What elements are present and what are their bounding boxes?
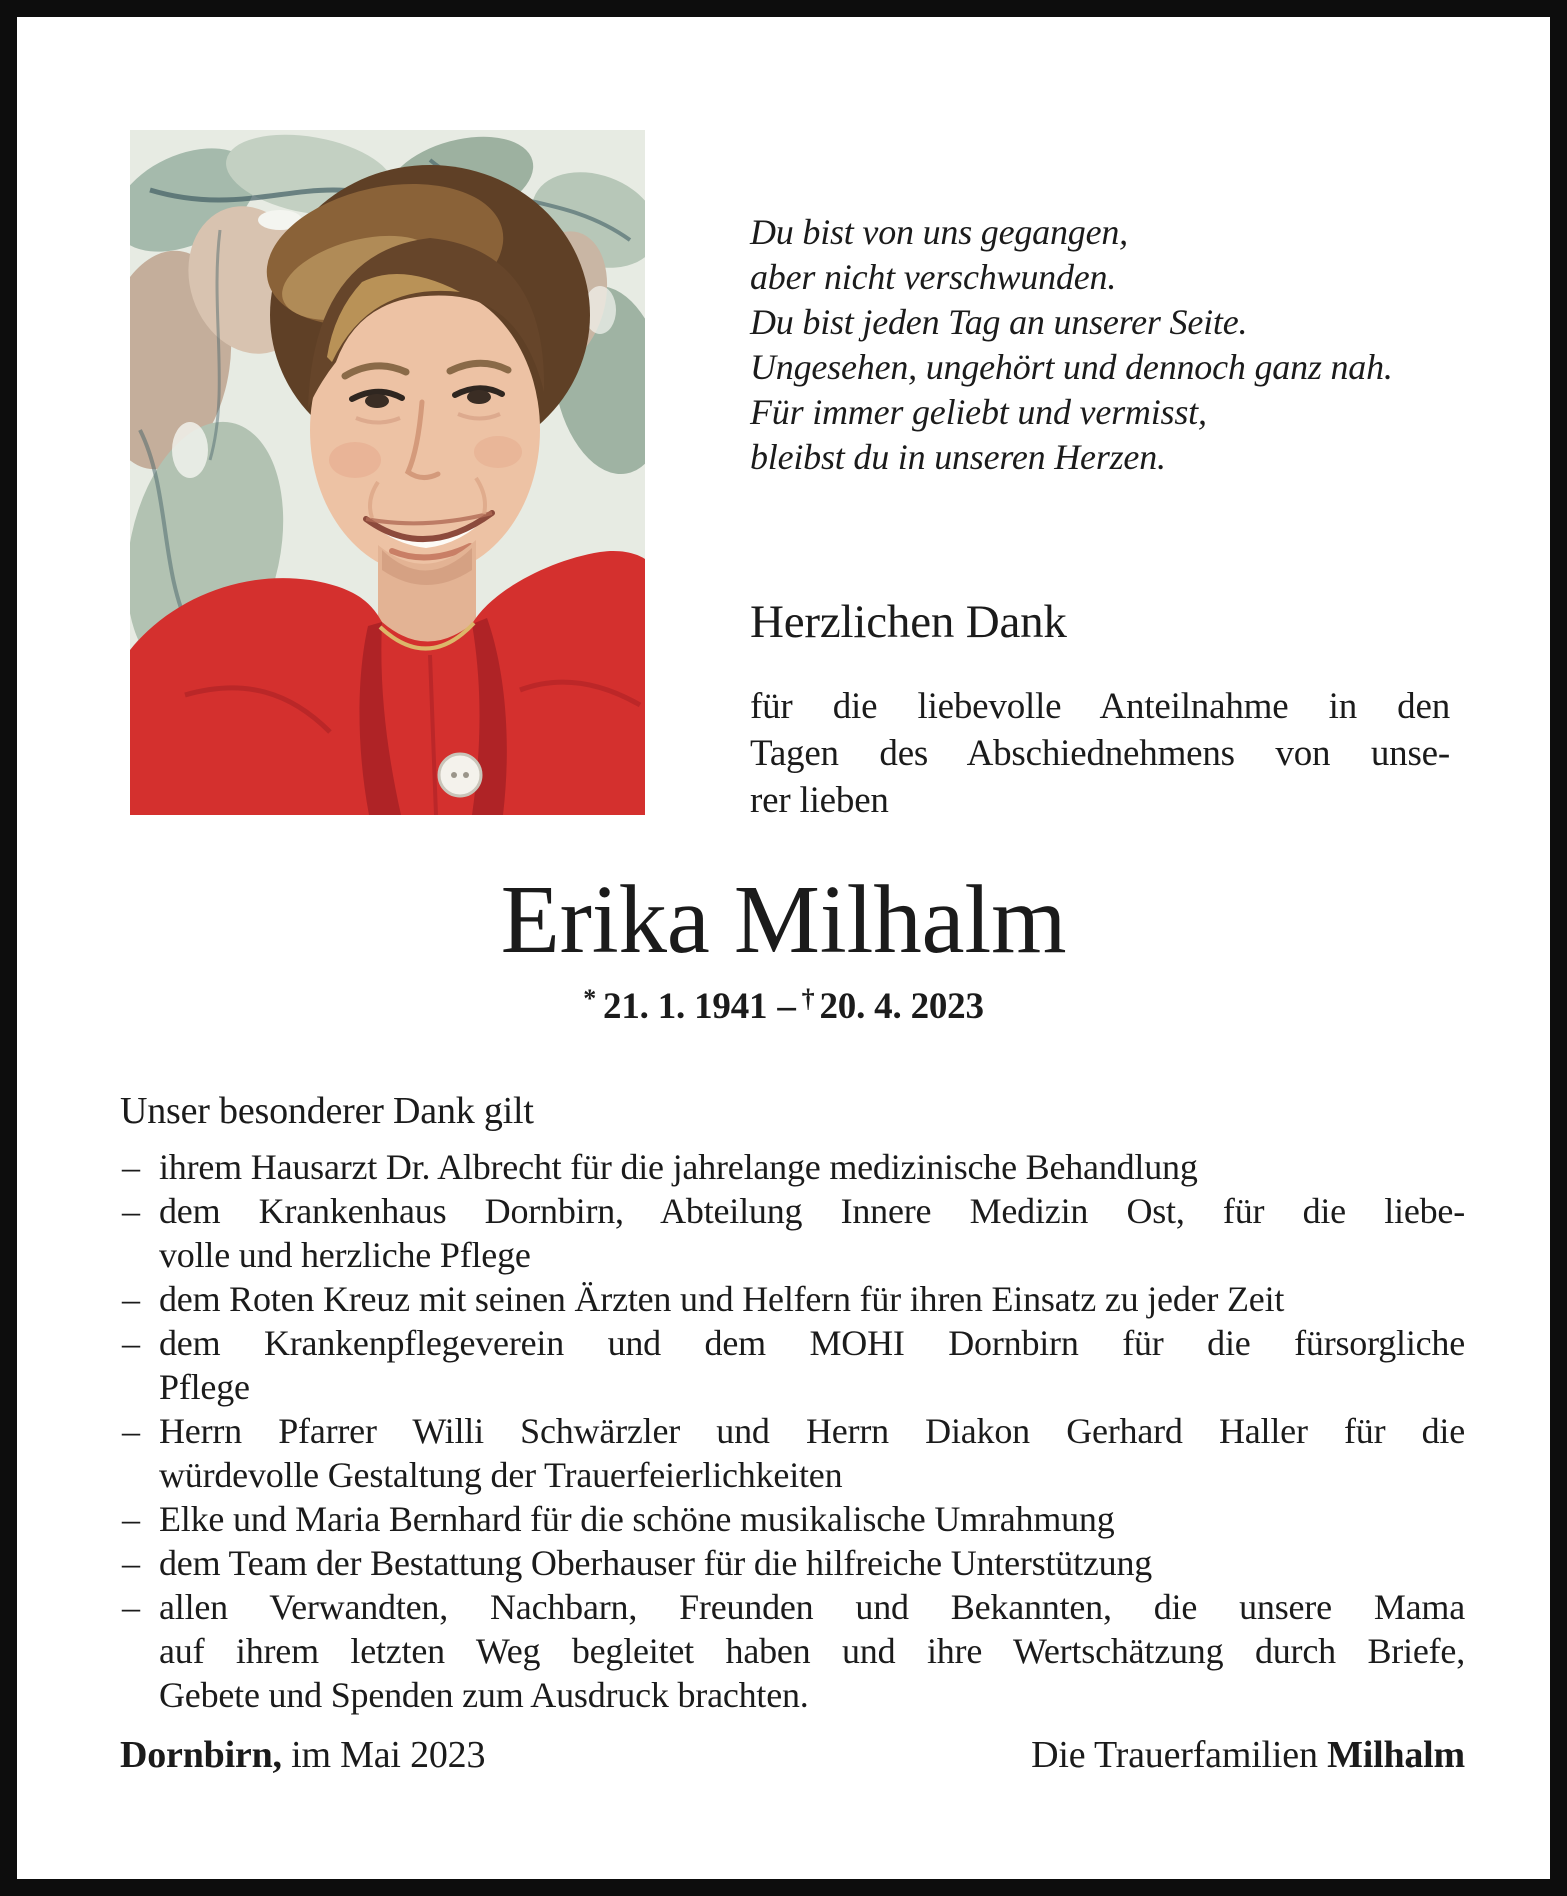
list-item-line: Gebete und Spenden zum Ausdruck brachten. [159,1675,809,1715]
poem-line: aber nicht verschwunden. [750,257,1117,297]
thanks-intro-line: für die liebevolle Anteilnahme in den [750,686,1450,727]
list-item [120,1145,1465,1189]
list-item-line: Herrn Pfarrer Willi Schwärzler und Herrn Diakon Gerhard Haller für die [159,1411,1465,1451]
poem-line: Du bist jeden Tag an unserer Seite. [750,302,1248,342]
list-item [120,1541,1465,1585]
portrait-photo-art [130,130,645,815]
poem-line: Ungesehen, ungehört und dennoch ganz nah. [750,347,1393,387]
list-item-dash: – [122,1543,140,1583]
footer-place-date [120,1733,485,1777]
footer-family-name: Milhalm [1327,1734,1465,1776]
list-item [120,1409,1465,1497]
deceased-name: Erika Milhalm [500,866,1067,973]
list-item [120,1585,1465,1717]
list-item-line: volle und herzliche Pflege [159,1235,531,1275]
list-item-dash: – [122,1279,140,1319]
poem-line: Für immer geliebt und vermisst, [750,392,1207,432]
birth-symbol: * [583,984,597,1013]
thanks-heading: Herzlichen Dank [750,596,1067,648]
poem-line: bleibst du in unseren Herzen. [750,437,1166,477]
memorial-poem [750,210,1393,480]
thanks-intro-line: Tagen des Abschiednehmens von unse- [750,733,1450,774]
list-item-dash: – [122,1147,140,1187]
acknowledgements-intro: Unser besonderer Dank gilt [120,1090,534,1132]
thanks-intro-paragraph [750,683,1450,824]
list-item-dash: – [122,1587,140,1627]
list-item [120,1277,1465,1321]
list-item-line: ihrem Hausarzt Dr. Albrecht für die jahrelange medizinische Behandlung [159,1147,1198,1187]
list-item [120,1497,1465,1541]
list-item-line: würdevolle Gestaltung der Trauerfeierlichkeiten [159,1455,843,1495]
list-item-dash: – [122,1499,140,1539]
life-dates [17,985,1550,1028]
footer-row [120,1733,1465,1777]
list-item-line: dem Team der Bestattung Oberhauser für die hilfreiche Unterstützung [159,1543,1153,1583]
list-item [120,1321,1465,1409]
list-item-line: auf ihrem letzten Weg begleitet haben und ihre Wertschätzung durch Briefe, [159,1631,1465,1671]
portrait-photo [130,130,645,815]
dates-separator: – [777,986,796,1027]
list-item-dash: – [122,1411,140,1451]
footer-family [1031,1733,1465,1777]
birth-date: 21. 1. 1941 [603,986,768,1027]
list-item [120,1189,1465,1277]
footer-place: Dornbirn, [120,1734,282,1776]
list-item-line: dem Krankenpflegeverein und dem MOHI Dornbirn für die fürsorgliche [159,1323,1465,1363]
thanks-intro-line: rer lieben [750,780,889,821]
list-item-dash: – [122,1323,140,1363]
list-item-dash: – [122,1191,140,1231]
death-date: 20. 4. 2023 [819,986,984,1027]
footer-date: im Mai 2023 [291,1734,486,1776]
list-item-line: dem Roten Kreuz mit seinen Ärzten und Helfern für ihren Einsatz zu jeder Zeit [159,1279,1285,1319]
footer-family-prefix: Die Trauerfamilien [1031,1734,1318,1776]
list-item-line: Pflege [159,1367,250,1407]
poem-line: Du bist von uns gegangen, [750,212,1128,252]
list-item-line: dem Krankenhaus Dornbirn, Abteilung Innere Medizin Ost, für die liebe- [159,1191,1465,1231]
list-item-line: allen Verwandten, Nachbarn, Freunden und Bekannten, die unsere Mama [159,1587,1465,1627]
acknowledgements-list [120,1145,1465,1717]
list-item-line: Elke und Maria Bernhard für die schöne musikalische Umrahmung [159,1499,1115,1539]
death-symbol: † [801,984,815,1013]
